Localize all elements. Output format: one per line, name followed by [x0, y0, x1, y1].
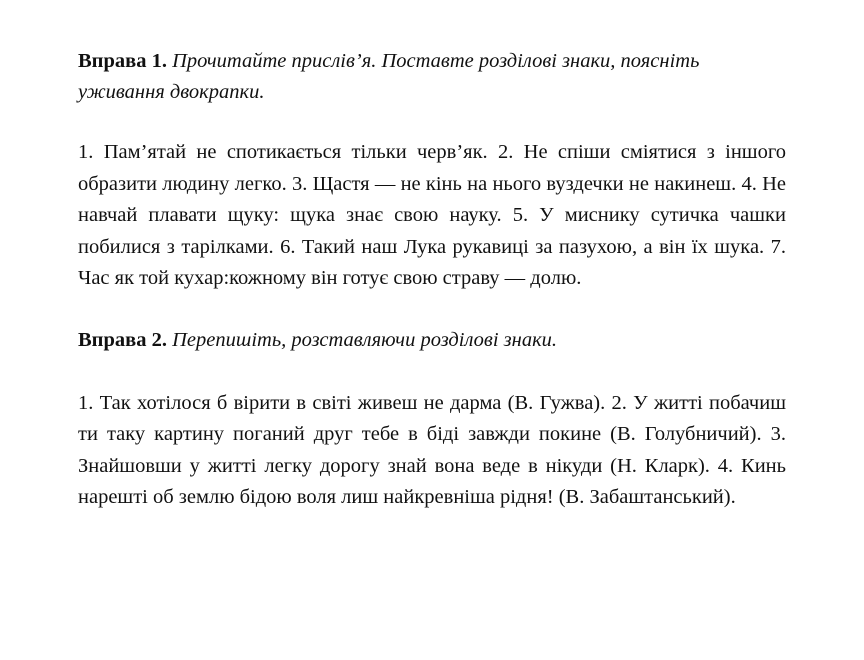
- spacer: [78, 108, 786, 137]
- exercise-2-instruction: Перепишіть, розставляючи розділові знаки.: [172, 328, 558, 351]
- exercise-1-text: 1. Пам’ятай не спотикається тільки черв’як. 2. Не спіши сміятися з іншого образити людину легко. 3. Щастя — не кінь на нього вуздечки не накинеш. 4. Не навчай плавати щуку: щука знає свою науку. 5. У миснику сутичка чашки побилися з тарілками. 6. Такий наш Лука рукавиці за пазухою, а він їх шука. 7. Час як той кухар:кожному він готує свою страву — долю.: [78, 141, 786, 289]
- document-page: [78, 46, 786, 514]
- exercise-2-text: 1. Так хотілося б вірити в світі живеш не дарма (В. Гужва). 2. У житті побачиш ти таку картину поганий друг тебе в біді завжди покине (В. Голубничий). 3. Знайшовши у житті легку дорогу знай вона веде в нікуди (Н. Кларк). 4. Кинь нарешті об землю бідою воля лиш найкревніша рідня! (В. Забаштанський).: [78, 391, 786, 508]
- exercise-1-label: Вправа 1.: [78, 50, 167, 72]
- exercise-2-label: Вправа 2.: [78, 328, 167, 351]
- exercise-2-header: [78, 325, 786, 356]
- exercise-1-header: [78, 46, 786, 108]
- exercise-1-instruction: Прочитайте прислів’я. Поставте розділові знаки, поясніть уживання двокрапки.: [78, 50, 700, 103]
- spacer: [78, 356, 786, 388]
- spacer: [78, 295, 786, 325]
